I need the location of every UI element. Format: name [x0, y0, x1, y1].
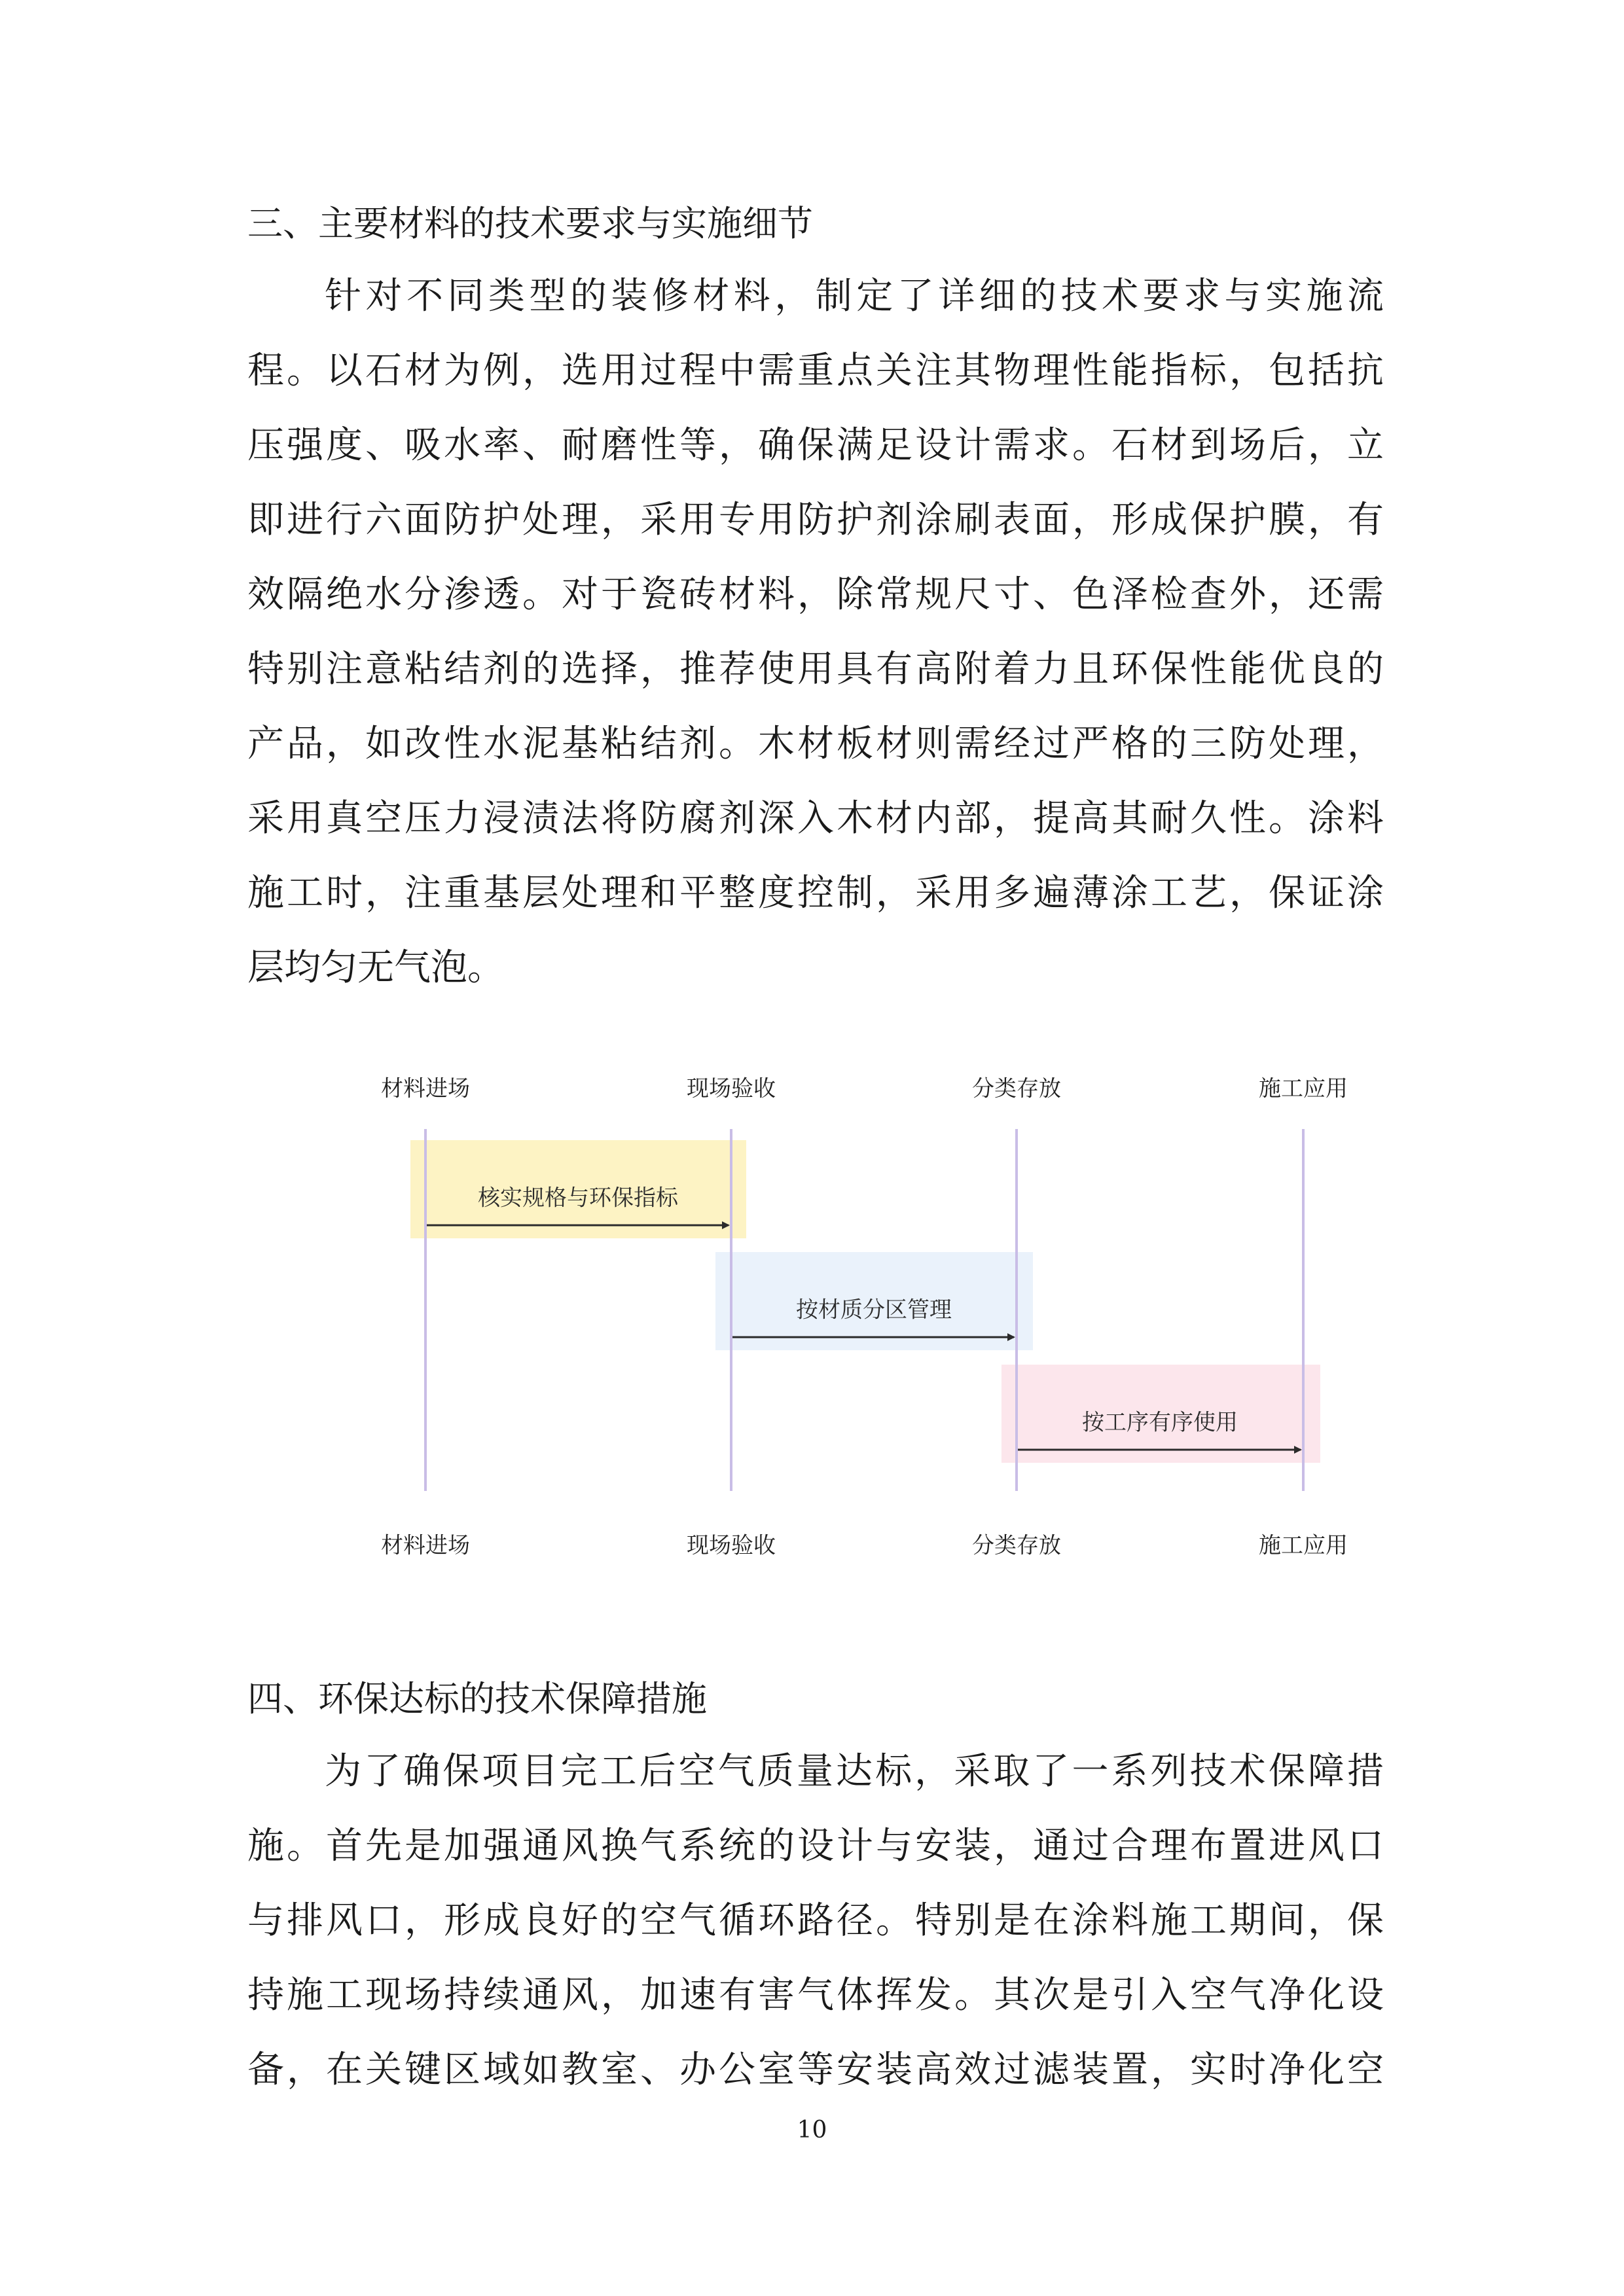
participant-label-bottom: 施工应用 — [1259, 1532, 1348, 1559]
paragraph-line: 效隔绝水分渗透。对于瓷砖材料，除常规尺寸、色泽检查外，还需 — [247, 573, 1384, 616]
participant-label-top: 现场验收 — [687, 1075, 776, 1102]
paragraph-line: 针对不同类型的装修材料，制定了详细的技术要求与实施流 — [325, 275, 1384, 317]
participant-label-bottom: 分类存放 — [972, 1532, 1061, 1559]
paragraph-line: 压强度、吸水率、耐磨性等，确保满足设计需求。石材到场后，立 — [247, 424, 1384, 467]
paragraph-line: 即进行六面防护处理，采用专用防护剂涂刷表面，形成保护膜，有 — [247, 499, 1384, 541]
paragraph-line: 与排风口，形成良好的空气循环路径。特别是在涂料施工期间，保 — [247, 1899, 1384, 1942]
participant-label-top: 分类存放 — [972, 1075, 1061, 1102]
paragraph-line: 持施工现场持续通风，加速有害气体挥发。其次是引入空气净化设 — [247, 1974, 1384, 2017]
section-4-paragraph — [247, 1734, 1384, 2108]
page-number: 10 — [797, 2117, 827, 2144]
paragraph-line: 程。以石材为例，选用过程中需重点关注其物理性能指标，包括抗 — [247, 350, 1384, 392]
participant-label-bottom: 现场验收 — [687, 1532, 776, 1559]
paragraph-line: 特别注意粘结剂的选择，推荐使用具有高附着力且环保性能优良的 — [247, 648, 1384, 691]
paragraph-line: 施。首先是加强通风换气系统的设计与安装，通过合理布置进风口 — [247, 1825, 1384, 1867]
section-3-heading: 三、主要材料的技术要求与实施细节 — [247, 203, 813, 244]
participant-label-bottom: 材料进场 — [381, 1532, 470, 1559]
participant-label-top: 施工应用 — [1259, 1075, 1348, 1102]
paragraph-line: 层均匀无气泡。 — [247, 946, 504, 989]
paragraph-line: 备，在关键区域如教室、办公室等安装高效过滤装置，实时净化空 — [247, 2049, 1384, 2091]
paragraph-line: 施工时，注重基层处理和平整度控制，采用多遍薄涂工艺，保证涂 — [247, 872, 1384, 914]
paragraph-line: 为了确保项目完工后空气质量达标，采取了一系列技术保障措 — [325, 1750, 1384, 1793]
paragraph-line: 产品，如改性水泥基粘结剂。木材板材则需经过严格的三防处理， — [247, 723, 1384, 765]
section-4-heading: 四、环保达标的技术保障措施 — [247, 1678, 707, 1719]
participant-label-top: 材料进场 — [381, 1075, 470, 1102]
message-label: 核实规格与环保指标 — [478, 1185, 678, 1211]
message-label: 按材质分区管理 — [796, 1297, 952, 1323]
message-label: 按工序有序使用 — [1082, 1409, 1238, 1436]
paragraph-line: 采用真空压力浸渍法将防腐剂深入木材内部，提高其耐久性。涂料 — [247, 797, 1384, 840]
